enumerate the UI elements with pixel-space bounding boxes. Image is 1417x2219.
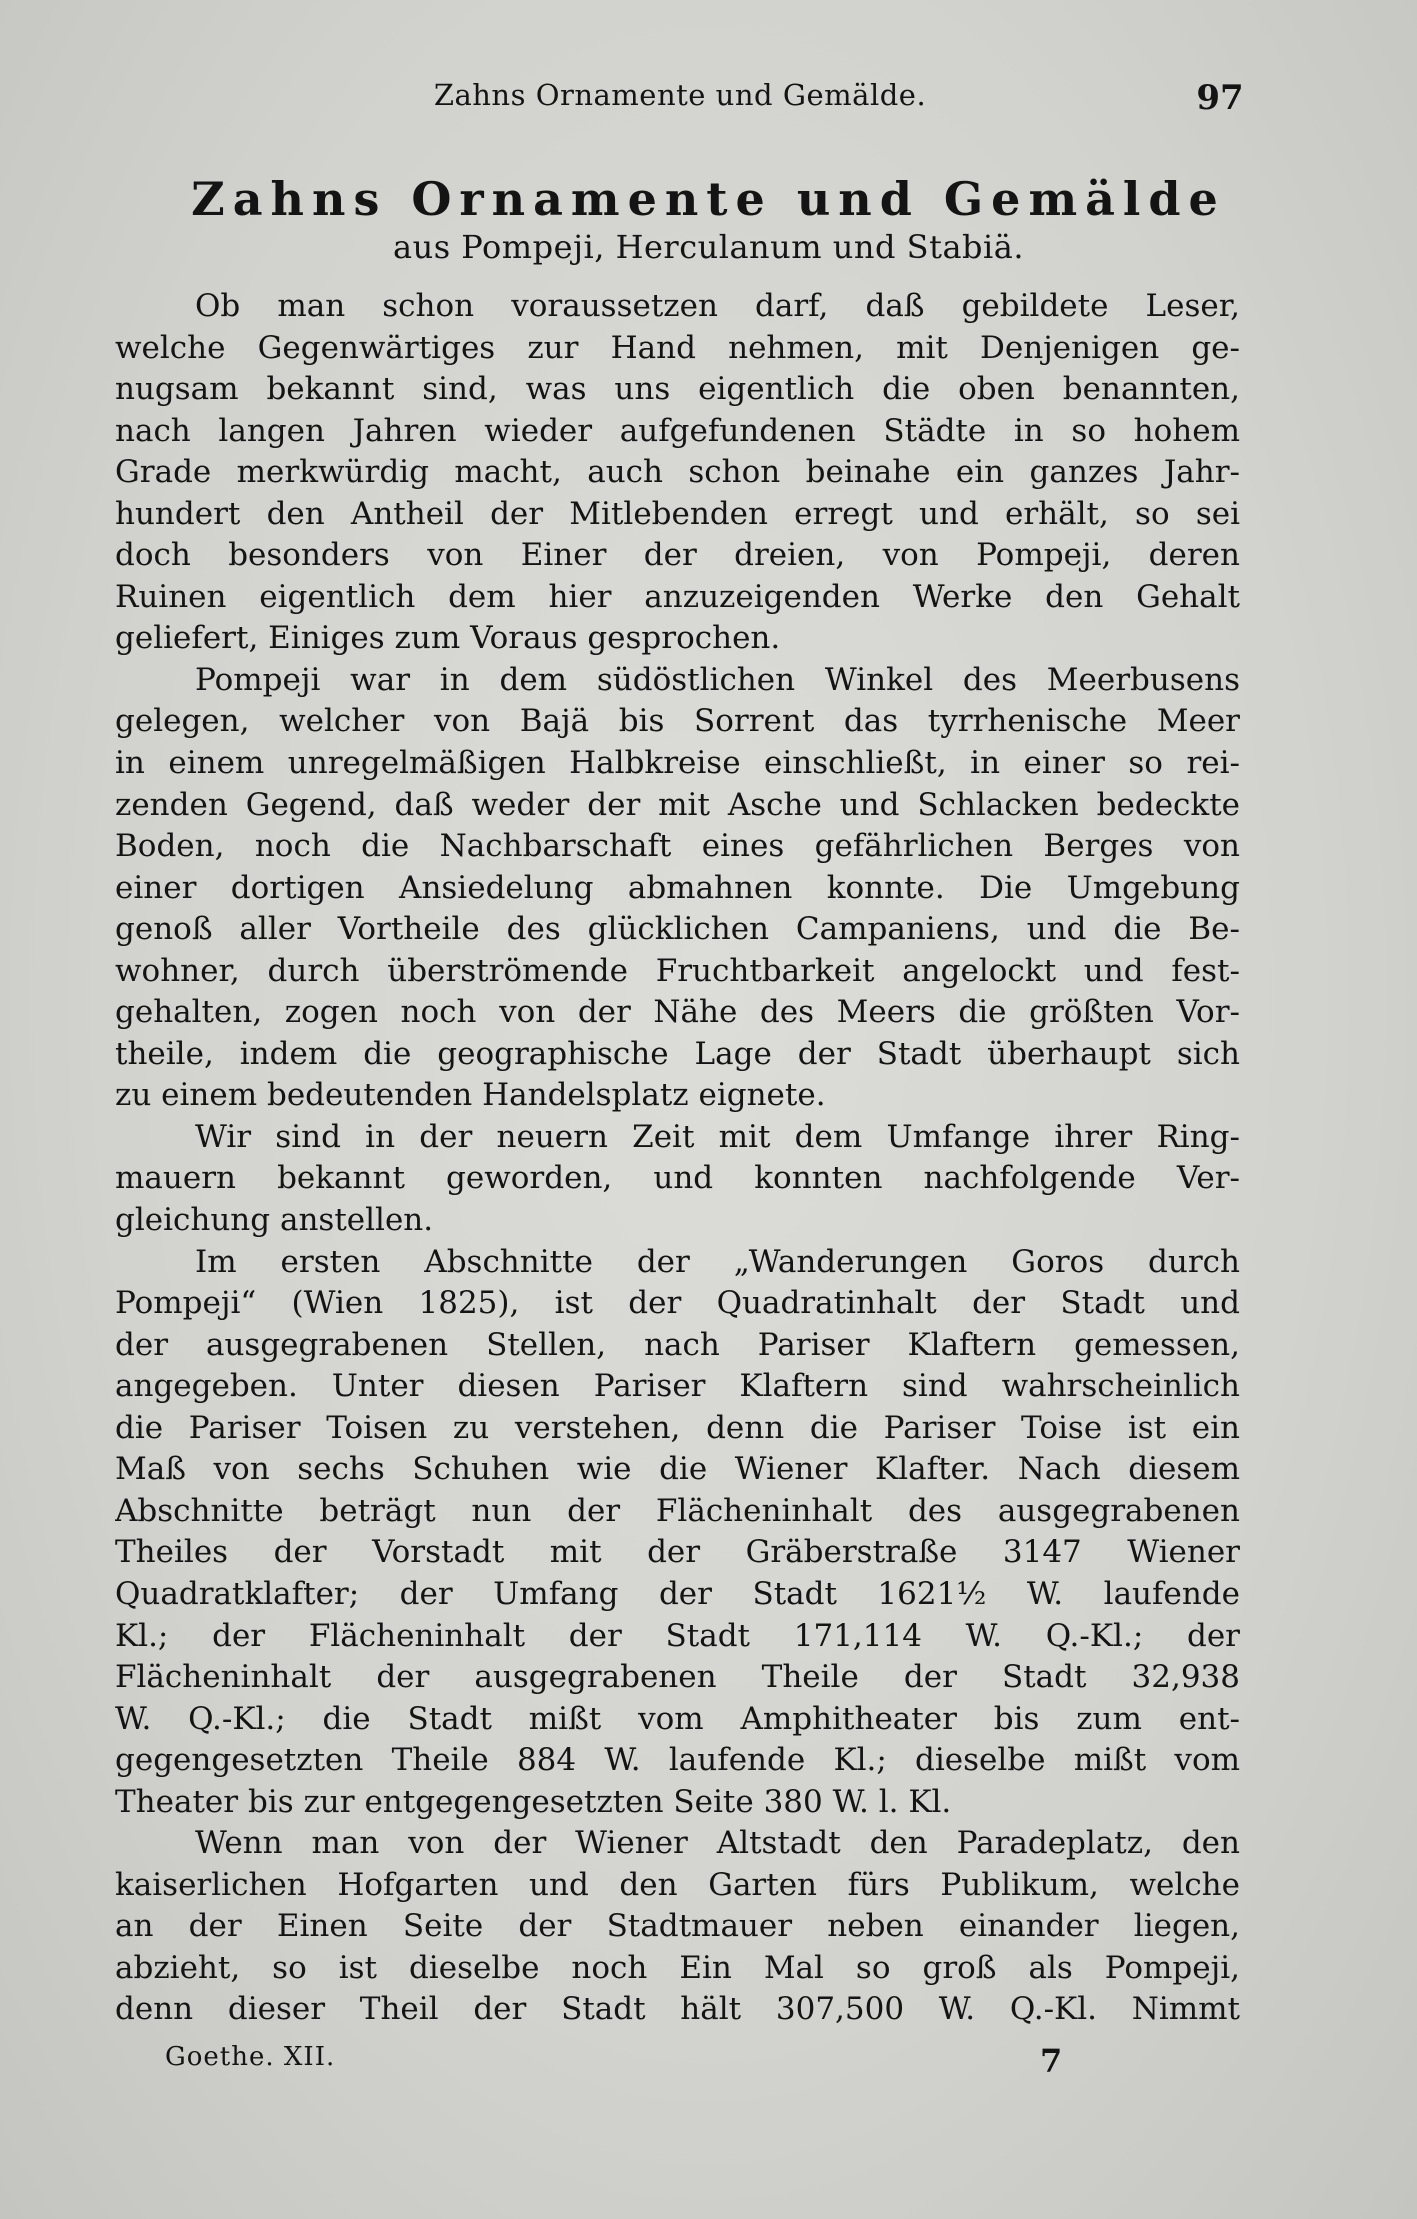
text-line: angegeben. Unter diesen Pariser Klaftern sind wahrscheinlich xyxy=(115,1368,1240,1405)
text-line: gegengesetzten Theile 884 W. laufende Kl.; dieselbe mißt vom xyxy=(115,1742,1240,1779)
text-line: der ausgegrabenen Stellen, nach Pariser Klaftern gemessen, xyxy=(115,1326,1240,1363)
article-subtitle: aus Pompeji, Herculanum und Stabiä. xyxy=(393,228,1024,266)
text-line: einer dortigen Ansiedelung abmahnen konnte. Die Umgebung xyxy=(115,869,1240,906)
text-line: Flächeninhalt der ausgegrabenen Theile der Stadt 32,938 xyxy=(115,1659,1240,1696)
text-line: Quadratklafter; der Umfang der Stadt 1621½ W. laufende xyxy=(115,1575,1240,1612)
text-line: theile, indem die geographische Lage der Stadt überhaupt sich xyxy=(115,1035,1240,1072)
text-line: zenden Gegend, daß weder der mit Asche und Schlacken bedeckte xyxy=(115,786,1240,823)
text-line: zu einem bedeutenden Handelsplatz eignete. xyxy=(115,1077,826,1114)
text-line: hundert den Antheil der Mitlebenden erregt und erhält, so sei xyxy=(115,495,1240,532)
page-footer xyxy=(0,2042,1417,2082)
body-text xyxy=(115,286,1240,2031)
article-title: Zahns Ornamente und Gemälde xyxy=(191,172,1226,226)
running-head xyxy=(0,78,1417,122)
page-number: 97 xyxy=(1196,78,1244,118)
text-line: Maß von sechs Schuhen wie die Wiener Klafter. Nach diesem xyxy=(115,1451,1240,1488)
text-line: gehalten, zogen noch von der Nähe des Meers die größten Vor- xyxy=(115,994,1240,1031)
text-line: nach langen Jahren wieder aufgefundenen Städte in so hohem xyxy=(115,412,1240,449)
text-line: in einem unregelmäßigen Halbkreise einschließt, in einer so rei- xyxy=(115,745,1240,782)
text-line: Ob man schon voraussetzen darf, daß gebildete Leser, xyxy=(195,288,1240,324)
text-line: Kl.; der Flächeninhalt der Stadt 171,114 W. Q.-Kl.; der xyxy=(115,1617,1240,1654)
volume-mark: Goethe. XII. xyxy=(165,2042,336,2072)
text-line: nugsam bekannt sind, was uns eigentlich die oben benannten, xyxy=(115,371,1240,408)
text-line: welche Gegenwärtiges zur Hand nehmen, mit Denjenigen ge- xyxy=(115,329,1240,366)
text-line: denn dieser Theil der Stadt hält 307,500 W. Q.-Kl. Nimmt xyxy=(115,1991,1240,2028)
running-title: Zahns Ornamente und Gemälde. xyxy=(433,78,927,112)
text-line: Wenn man von der Wiener Altstadt den Paradeplatz, den xyxy=(195,1825,1240,1862)
text-line: doch besonders von Einer der dreien, von Pompeji, deren xyxy=(115,537,1240,574)
text-line: die Pariser Toisen zu verstehen, denn die Pariser Toise ist ein xyxy=(115,1409,1240,1446)
text-line: kaiserlichen Hofgarten und den Garten fürs Publikum, welche xyxy=(115,1866,1240,1903)
text-line: gleichung anstellen. xyxy=(115,1202,434,1239)
text-line: genoß aller Vortheile des glücklichen Campaniens, und die Be- xyxy=(115,911,1240,948)
text-line: abzieht, so ist dieselbe noch Ein Mal so groß als Pompeji, xyxy=(115,1949,1240,1986)
text-line: Pompeji“ (Wien 1825), ist der Quadratinhalt der Stadt und xyxy=(115,1285,1240,1322)
text-line: an der Einen Seite der Stadtmauer neben einander liegen, xyxy=(115,1908,1240,1945)
text-line: Theiles der Vorstadt mit der Gräberstraße 3147 Wiener xyxy=(115,1534,1240,1571)
text-line: Abschnitte beträgt nun der Flächeninhalt des ausgegrabenen xyxy=(115,1492,1240,1529)
text-line: Im ersten Abschnitte der „Wanderungen Goros durch xyxy=(195,1243,1240,1280)
text-line: Wir sind in der neuern Zeit mit dem Umfange ihrer Ring- xyxy=(195,1118,1240,1155)
text-line: Ruinen eigentlich dem hier anzuzeigenden Werke den Gehalt xyxy=(115,578,1240,615)
text-line: geliefert, Einiges zum Voraus gesprochen. xyxy=(115,620,781,657)
text-line: Grade merkwürdig macht, auch schon beinahe ein ganzes Jahr- xyxy=(115,454,1240,491)
text-line: Boden, noch die Nachbarschaft eines gefährlichen Berges von xyxy=(115,828,1240,865)
text-line: wohner, durch überströmende Fruchtbarkeit angelockt und fest- xyxy=(115,952,1240,989)
text-line: W. Q.-Kl.; die Stadt mißt vom Amphitheater bis zum ent- xyxy=(115,1700,1240,1737)
text-line: Theater bis zur entgegengesetzten Seite 380 W. l. Kl. xyxy=(115,1783,952,1820)
text-line: Pompeji war in dem südöstlichen Winkel des Meerbusens xyxy=(195,661,1240,698)
text-line: gelegen, welcher von Bajä bis Sorrent das tyrrhenische Meer xyxy=(115,703,1240,740)
text-line: mauern bekannt geworden, und konnten nachfolgende Ver- xyxy=(115,1160,1240,1197)
signature-mark: 7 xyxy=(1040,2042,1063,2080)
